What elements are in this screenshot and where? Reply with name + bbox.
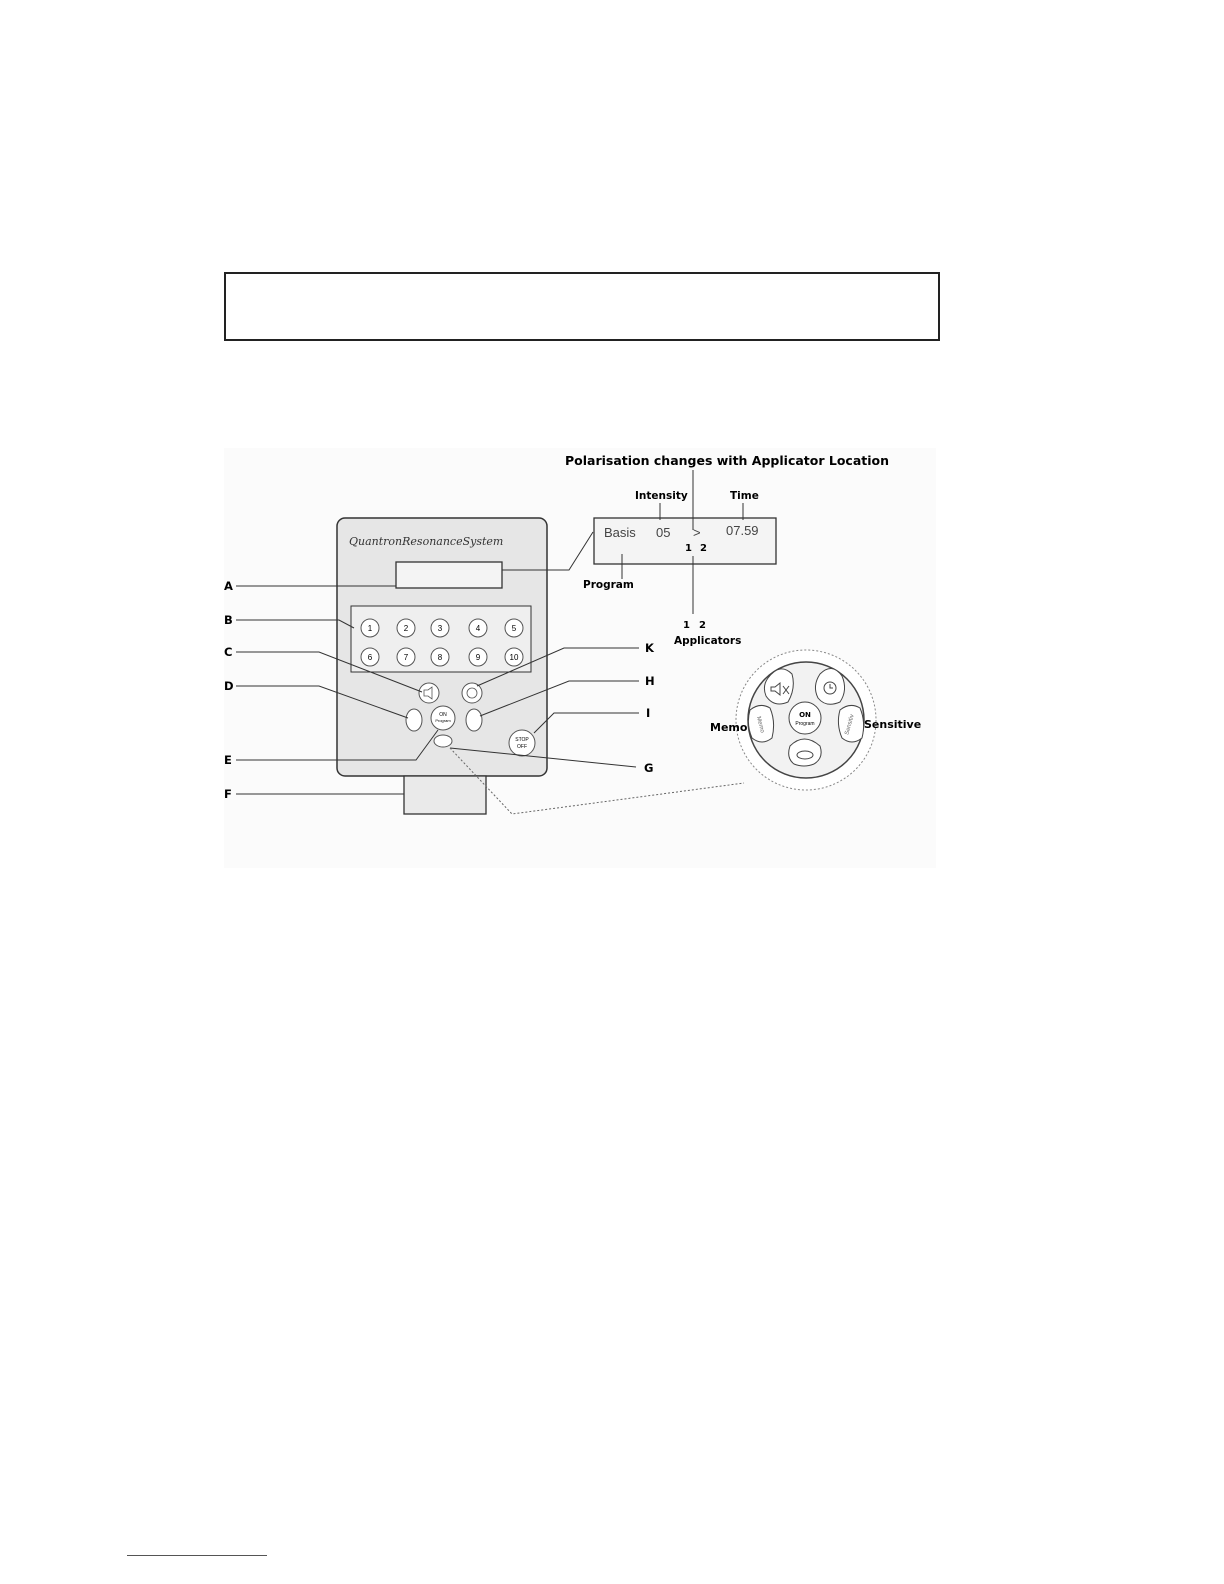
device-program-label: Program [435, 718, 451, 723]
enlarged-g-button[interactable] [789, 739, 821, 766]
label-G: G [644, 761, 654, 775]
key-3-label: 3 [437, 624, 443, 633]
device-mute-button[interactable] [419, 683, 439, 703]
display-program-value: Basis [604, 525, 636, 540]
key-2-label: 2 [403, 624, 409, 633]
label-E: E [224, 753, 232, 767]
label-D: D [224, 679, 234, 693]
callout-time: Time [730, 490, 759, 502]
callout-applicators: Applicators [674, 635, 742, 647]
callout-program: Program [583, 579, 634, 591]
enlarged-control-cluster [736, 650, 876, 790]
key-6-label: 6 [367, 653, 373, 662]
label-I: I [646, 706, 651, 720]
device-display [396, 562, 502, 588]
key-4-label: 4 [475, 624, 481, 633]
key-8-label: 8 [437, 653, 443, 662]
key-5-label: 5 [511, 624, 517, 633]
callout-sensitive: Sensitive [864, 718, 922, 731]
display-readout [594, 518, 776, 564]
label-F: F [224, 787, 232, 801]
display-polarity-symbol: > [693, 525, 701, 540]
key-1-label: 1 [367, 624, 373, 633]
enlarged-program-label: Program [795, 721, 815, 727]
device-timer-button[interactable] [462, 683, 482, 703]
callout-applicator-1: 1 [683, 620, 690, 631]
callout-intensity: Intensity [635, 490, 688, 502]
key-7-label: 7 [403, 653, 409, 662]
device-on-label: ON [439, 712, 447, 718]
display-intensity-value: 05 [656, 525, 671, 540]
leader-I [534, 713, 639, 733]
device-stop-label: STOP [515, 737, 529, 743]
display-applicator-2: 2 [700, 543, 707, 554]
enlarged-memo-key-label: Memo [754, 715, 766, 734]
display-applicator-1: 1 [685, 543, 692, 554]
device-memo-button[interactable] [406, 709, 422, 731]
enlarged-on-label: ON [799, 711, 811, 719]
cable-connector [404, 776, 486, 814]
enlarged-sensitive-key-label: Sensitiv [844, 713, 856, 736]
key-10-label: 10 [509, 653, 519, 662]
label-H: H [645, 674, 655, 688]
display-time-value: 07.59 [726, 523, 759, 538]
device-diagram [224, 448, 936, 868]
brand-logo: QuantronResonanceSystem [349, 535, 504, 548]
key-9-label: 9 [475, 653, 481, 662]
empty-bordered-box [224, 272, 940, 341]
device-sensitive-button[interactable] [466, 709, 482, 731]
callout-applicator-2: 2 [699, 620, 706, 631]
diagram-svg [224, 448, 936, 868]
footnote-rule [127, 1555, 267, 1556]
label-A: A [224, 579, 233, 593]
device-stop-off-button[interactable] [509, 730, 535, 756]
device-g-button[interactable] [434, 735, 452, 747]
device-off-label: OFF [517, 744, 527, 750]
label-K: K [645, 641, 654, 655]
label-B: B [224, 613, 233, 627]
callout-polarisation: Polarisation changes with Applicator Location [565, 453, 890, 468]
callout-memo: Memo [710, 721, 748, 734]
label-C: C [224, 645, 233, 659]
